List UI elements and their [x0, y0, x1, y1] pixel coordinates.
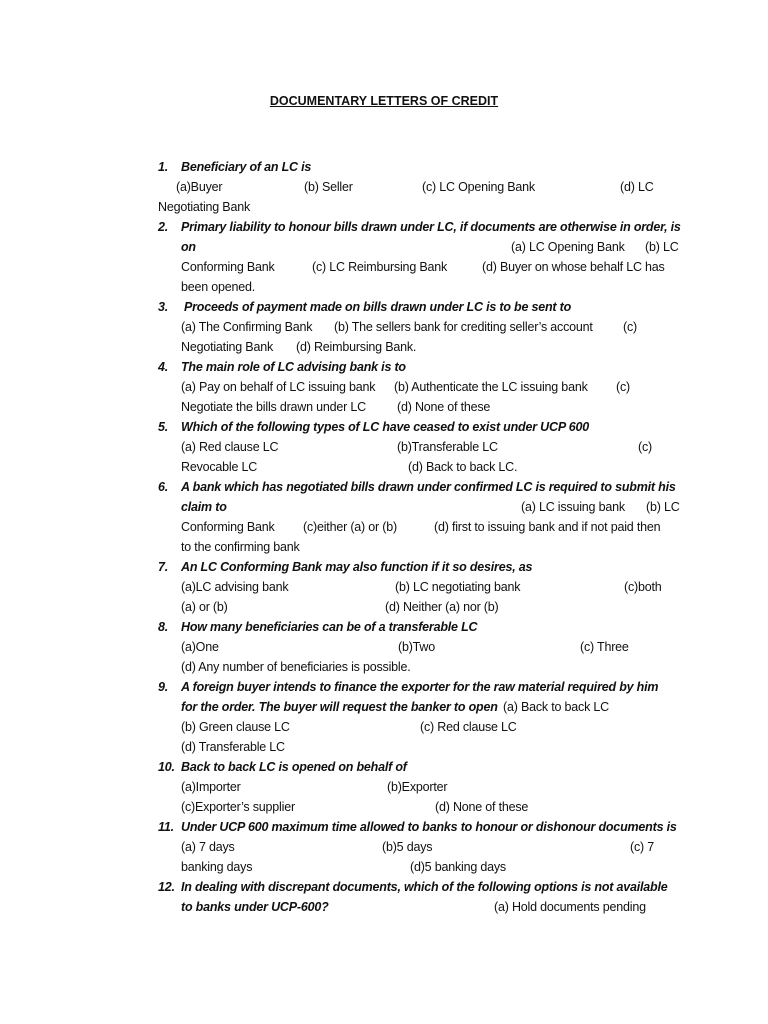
option-a: (a) Pay on behalf of LC issuing bank — [181, 380, 376, 394]
option-c: (c)Exporter’s supplier — [181, 800, 295, 814]
option-a: (a)Importer — [181, 780, 241, 794]
option-a: (a) LC issuing bank — [521, 500, 625, 514]
option-d: (d) None of these — [435, 800, 529, 814]
option-d-continued: been opened. — [181, 280, 256, 294]
question-text-continued: on — [181, 240, 196, 254]
option-c: (c) Three — [580, 640, 629, 654]
option-b-continued: Conforming Bank — [181, 520, 275, 534]
question-text: Beneficiary of an LC is — [181, 160, 312, 174]
option-b: (b) Green clause LC — [181, 720, 290, 734]
option-a: (a)LC advising bank — [181, 580, 289, 594]
option-b: (b)Two — [398, 640, 436, 654]
question-text: A bank which has negotiated bills drawn under confirmed LC is required to submit his — [181, 480, 676, 494]
option-b: (b)5 days — [382, 840, 433, 854]
question-number: 11. — [158, 820, 174, 834]
option-b: (b) Seller — [304, 180, 353, 194]
question-number: 4. — [158, 360, 169, 374]
option-c-continued: banking days — [181, 860, 253, 874]
option-c: (c)both — [624, 580, 662, 594]
option-c: (c) LC Opening Bank — [422, 180, 535, 194]
option-b: (b) LC — [646, 500, 680, 514]
question-number: 12. — [158, 880, 175, 894]
option-c: (c) — [616, 380, 630, 394]
option-d: (d) Neither (a) nor (b) — [385, 600, 499, 614]
option-d: (d) Transferable LC — [181, 740, 285, 754]
option-a: (a) Back to back LC — [503, 700, 609, 714]
option-c-continued: Negotiating Bank — [181, 340, 274, 354]
option-a: (a)Buyer — [176, 180, 223, 194]
question-number: 3. — [158, 300, 169, 314]
option-b: (b)Exporter — [387, 780, 448, 794]
option-c: (c) Red clause LC — [420, 720, 517, 734]
option-c: (c) 7 — [630, 840, 655, 854]
page-title: DOCUMENTARY LETTERS OF CREDIT — [269, 94, 499, 108]
option-b: (b) LC negotiating bank — [395, 580, 521, 594]
question-text: Back to back LC is opened on behalf of — [181, 760, 407, 774]
question-number: 8. — [158, 620, 169, 634]
question-text: Proceeds of payment made on bills drawn under LC is to be sent to — [184, 300, 572, 314]
question-number: 10. — [158, 760, 175, 774]
question-text-continued: to banks under UCP-600? — [181, 900, 329, 914]
option-c: (c)either (a) or (b) — [303, 520, 397, 534]
question-number: 9. — [158, 680, 169, 694]
question-text: A foreign buyer intends to finance the exporter for the raw material required by him — [181, 680, 659, 694]
question-number: 1. — [158, 160, 169, 174]
question-number: 7. — [158, 560, 169, 574]
option-c: (c) — [638, 440, 652, 454]
question-text: The main role of LC advising bank is to — [181, 360, 406, 374]
option-c: (c) LC Reimbursing Bank — [312, 260, 448, 274]
question-number: 6. — [158, 480, 169, 494]
option-a: (a) Red clause LC — [181, 440, 279, 454]
option-d-continued: Negotiating Bank — [158, 200, 251, 214]
question-text: An LC Conforming Bank may also function if it so desires, as — [181, 560, 533, 574]
option-d-continued: to the confirming bank — [181, 540, 300, 554]
option-b: (b)Transferable LC — [397, 440, 498, 454]
option-a: (a) 7 days — [181, 840, 235, 854]
option-c: (c) — [623, 320, 637, 334]
option-d: (d) None of these — [397, 400, 491, 414]
question-text: Primary liability to honour bills drawn under LC, if documents are otherwise in order, is — [181, 220, 681, 234]
question-text-continued: for the order. The buyer will request the banker to open — [181, 700, 498, 714]
option-b: (b) LC — [645, 240, 679, 254]
question-text: Under UCP 600 maximum time allowed to banks to honour or dishonour documents is — [181, 820, 677, 834]
option-d: (d) Reimbursing Bank. — [296, 340, 417, 354]
question-text-continued: claim to — [181, 500, 227, 514]
option-a: (a) LC Opening Bank — [511, 240, 625, 254]
option-a: (a) Hold documents pending — [494, 900, 646, 914]
option-b: (b) Authenticate the LC issuing bank — [394, 380, 588, 394]
question-number: 2. — [158, 220, 169, 234]
option-c-continued: (a) or (b) — [181, 600, 228, 614]
option-d: (d) Back to back LC. — [408, 460, 518, 474]
question-text: How many beneficiaries can be of a transferable LC — [181, 620, 478, 634]
option-c-continued: Negotiate the bills drawn under LC — [181, 400, 366, 414]
option-b-continued: Conforming Bank — [181, 260, 275, 274]
option-d: (d)5 banking days — [410, 860, 506, 874]
option-a: (a) The Confirming Bank — [181, 320, 313, 334]
option-b: (b) The sellers bank for crediting seller’s account — [334, 320, 593, 334]
question-text: In dealing with discrepant documents, which of the following options is not available — [181, 880, 668, 894]
question-text: Which of the following types of LC have ceased to exist under UCP 600 — [181, 420, 590, 434]
option-c-continued: Revocable LC — [181, 460, 258, 474]
question-number: 5. — [158, 420, 169, 434]
option-a: (a)One — [181, 640, 219, 654]
option-d: (d) first to issuing bank and if not paid then — [434, 520, 661, 534]
option-d: (d) LC — [620, 180, 654, 194]
option-d: (d) Any number of beneficiaries is possible. — [181, 660, 411, 674]
option-d: (d) Buyer on whose behalf LC has — [482, 260, 665, 274]
